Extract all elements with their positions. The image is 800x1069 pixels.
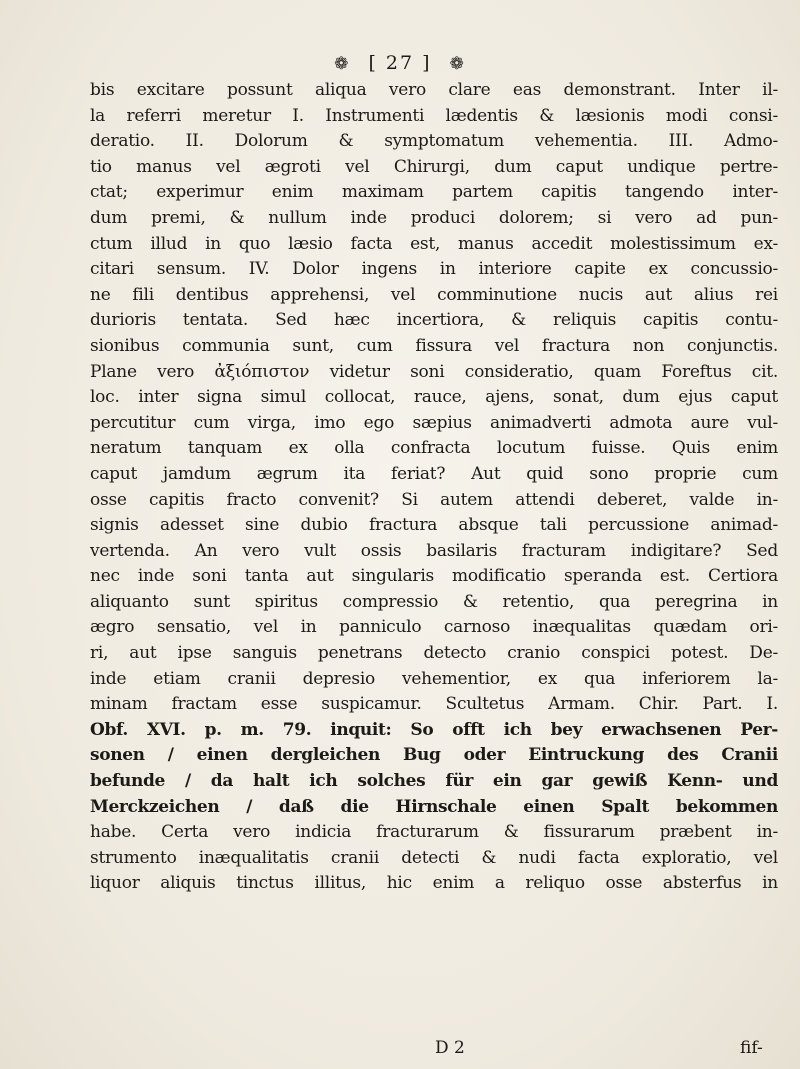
text-line: Merckzeichen / daß die Hirnschale einen Spalt bekommen xyxy=(90,796,778,817)
text-line: osse capitis fracto convenit? Si autem attendi deberet, valde in- xyxy=(90,489,778,510)
text-line: habe. Certa vero indicia fracturarum & fissurarum præbent in- xyxy=(90,822,778,843)
text-line: inde etiam cranii depresio vehementior, ex qua inferiorem la- xyxy=(90,668,778,689)
text-line: befunde / da halt ich solches für ein gar gewiß Kenn- und xyxy=(90,771,778,792)
text-line: sonen / einen dergleichen Bug oder Eintruckung des Cranii xyxy=(90,745,778,766)
text-line: deratio. II. Dolorum & symptomatum vehementia. III. Admo- xyxy=(90,131,778,152)
catchword: fif- xyxy=(740,1038,763,1058)
text-line: minam fractam esse suspicamur. Scultetus Armam. Chir. Part. I. xyxy=(90,694,778,715)
page-header xyxy=(0,52,800,74)
text-line: signis adesset sine dubio fractura absque tali percussione animad- xyxy=(90,515,778,536)
text-line: Obf. XVI. p. m. 79. inquit: So offt ich bey erwachsenen Per- xyxy=(90,719,778,740)
text-line: ri, aut ipse sanguis penetrans detecto cranio conspici potest. De- xyxy=(90,643,778,664)
text-line: nec inde soni tanta aut singularis modificatio speranda est. Certiora xyxy=(90,566,778,587)
ornament-right-icon: ❁ xyxy=(449,54,466,74)
page-number: [ 27 ] xyxy=(368,52,432,74)
text-line: bis excitare possunt aliqua vero clare eas demonstrant. Inter il- xyxy=(90,80,778,100)
text-line: liquor aliquis tinctus illitus, hic enim a reliquo osse absterfus in xyxy=(90,873,778,894)
text-line: durioris tentata. Sed hæc incertiora, & reliquis capitis contu- xyxy=(90,310,778,331)
text-line: dum premi, & nullum inde produci dolorem; si vero ad pun- xyxy=(90,207,778,228)
signature-mark: D 2 xyxy=(435,1038,465,1058)
text-line: vertenda. An vero vult ossis basilaris fracturam indigitare? Sed xyxy=(90,540,778,561)
text-line: ctat; experimur enim maximam partem capitis tangendo inter- xyxy=(90,182,778,203)
text-line: sionibus communia sunt, cum fissura vel fractura non conjunctis. xyxy=(90,335,778,356)
text-line: la referri meretur I. Instrumenti lædentis & læsionis modi consi- xyxy=(90,105,778,126)
text-line: aliquanto sunt spiritus compressio & retentio, qua peregrina in xyxy=(90,591,778,612)
text-line: citari sensum. IV. Dolor ingens in interiore capite ex concussio- xyxy=(90,259,778,280)
text-line: loc. inter signa simul collocat, rauce, ajens, sonat, dum ejus caput xyxy=(90,387,778,408)
text-line: ne fili dentibus apprehensi, vel comminutione nucis aut alius rei xyxy=(90,284,778,305)
text-line: percutitur cum virga, imo ego sæpius animadverti admota aure vul- xyxy=(90,412,778,433)
text-line: caput jamdum ægrum ita feriat? Aut quid sono proprie cum xyxy=(90,463,778,484)
text-line: ctum illud in quo læsio facta est, manus accedit molestissimum ex- xyxy=(90,233,778,254)
text-line: neratum tanquam ex olla confracta locutum fuisse. Quis enim xyxy=(90,438,778,459)
text-line: strumento inæqualitatis cranii detecti & nudi facta exploratio, vel xyxy=(90,847,778,868)
ornament-left-icon: ❁ xyxy=(334,54,351,74)
text-line: ægro sensatio, vel in panniculo carnoso inæqualitas quædam ori- xyxy=(90,617,778,638)
body-text xyxy=(90,78,778,897)
text-line: tio manus vel ægroti vel Chirurgi, dum caput undique pertre- xyxy=(90,156,778,177)
text-line: Plane vero ἀξιόπιστον videtur soni consideratio, quam Foreftus cit. xyxy=(90,361,778,382)
